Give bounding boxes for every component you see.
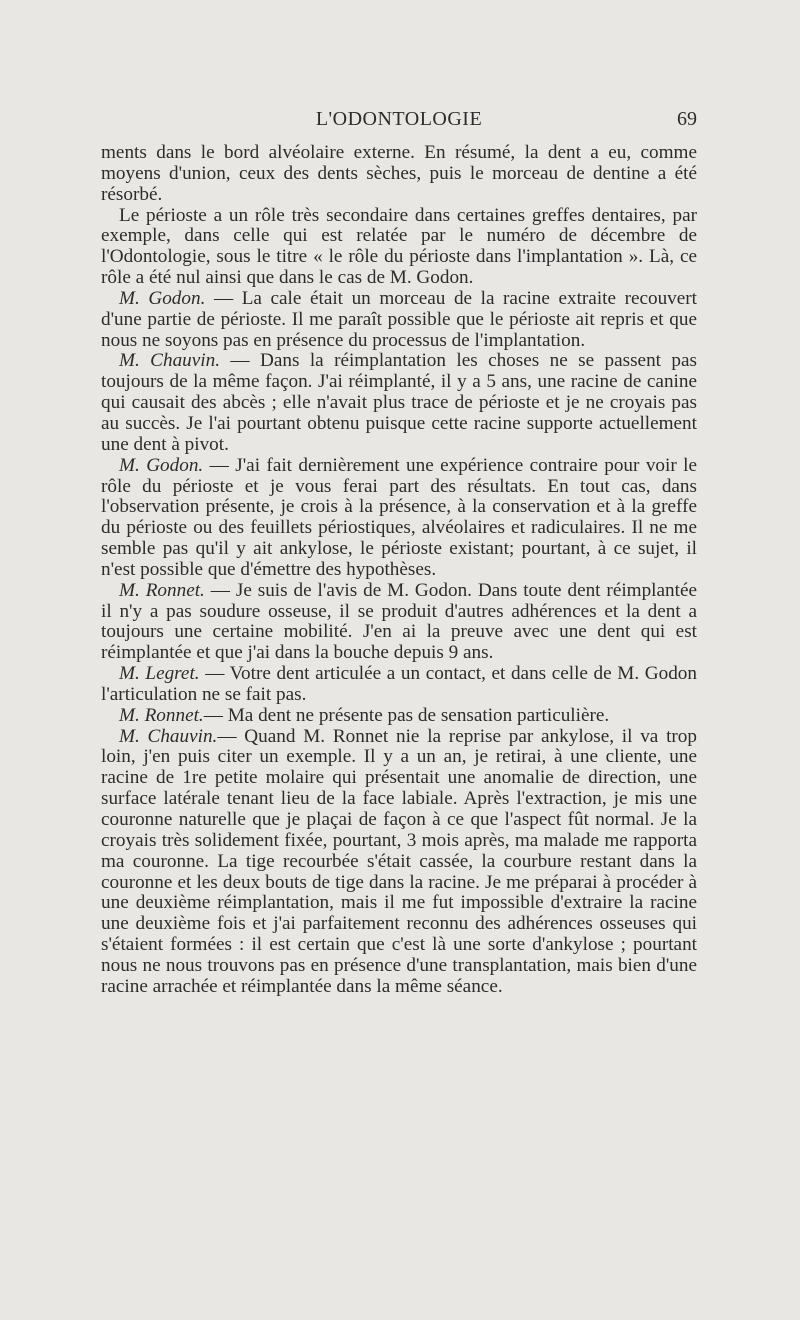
- speaker-name: M. Godon.: [119, 287, 206, 309]
- speaker-name: M. Ronnet.: [119, 579, 205, 601]
- paragraph-text: — Votre dent articulée a un contact, et dans celle de M. Godon l'articulation ne se fait pas.: [101, 663, 697, 705]
- paragraph: [101, 289, 697, 352]
- body-text: [101, 143, 697, 998]
- paragraph: [101, 351, 697, 455]
- paragraph: [101, 706, 697, 727]
- paragraph: [101, 456, 697, 581]
- speaker-name: M. Ronnet.: [119, 704, 204, 726]
- paragraph-text: — Ma dent ne présente pas de sensation particulière.: [203, 704, 610, 726]
- paragraph: [101, 664, 697, 706]
- paragraph-text: — Je suis de l'avis de M. Godon. Dans toute dent réimplantée il n'y a pas soudure osseuse, il se produit d'autres adhérences et la dent a toujours une certaine mobilité. J'en ai la preuve avec une dent qui est réimplantée et que j'ai dans la bouche depuis 9 ans.: [101, 579, 697, 664]
- paragraph: [101, 143, 697, 206]
- paragraph-text: — La cale était un morceau de la racine extraite recouvert d'une partie de périoste. Il me paraît possible que le périoste ait repris et que nous ne soyons pas en présence du processus de l'implantation.: [101, 287, 698, 351]
- speaker-name: M. Chauvin.: [119, 725, 218, 747]
- paragraph: [101, 727, 697, 998]
- speaker-name: M. Chauvin.: [119, 350, 220, 372]
- speaker-name: M. Legret.: [119, 663, 200, 685]
- paragraph-text: — Dans la réimplantation les choses ne se passent pas toujours de la même façon. J'ai réimplanté, il y a 5 ans, une racine de canine qui causait des abcès ; elle n'avait plus trace de périoste et je ne croyais pas au succès. Je l'ai pourtant obtenu puisque cette racine supporte actuellement une dent à pivot.: [101, 350, 697, 455]
- paragraph: [101, 581, 697, 664]
- page-header: [101, 108, 697, 138]
- page-number: 69: [677, 108, 697, 130]
- paragraph-text: — Quand M. Ronnet nie la reprise par ankylose, il va trop loin, j'en puis citer un exemple. Il y a un an, je retirai, à une cliente, une racine de 1re petite molaire qui présentait une anomalie de direction, une surface latérale tenant lieu de la face labiale. Après l'extraction, je mis une couronne naturelle que je plaçai de façon à ce que l'aspect fût normal. Je la croyais très solidement fixée, pourtant, 3 mois après, ma malade me rapporta ma couronne. La tige recourbée s'était cassée, la courbure restant dans la couronne et les deux bouts de tige dans la racine. Je me préparai à procéder à une deuxième réimplantation, mais il me fut impossible d'extraire la racine une deuxième fois et j'ai parfaitement reconnu des adhérences osseuses qui s'étaient formées : il est certain que c'est là une sorte d'ankylose ; pourtant nous ne nous trouvons pas en présence d'une transplantation, mais bien d'une racine arrachée et réimplantée dans la même séance.: [101, 725, 697, 997]
- speaker-name: M. Godon.: [119, 454, 204, 476]
- paragraph: [101, 206, 697, 289]
- paragraph-text: Le périoste a un rôle très secondaire dans certaines greffes dentaires, par exemple, dans celle qui est relatée par le numéro de décembre de l'Odontologie, sous le titre « le rôle du périoste dans l'implantation ». Là, ce rôle a été nul ainsi que dans le cas de M. Godon.: [101, 204, 697, 289]
- running-title: L'ODONTOLOGIE: [315, 108, 483, 130]
- paragraph-text: ments dans le bord alvéolaire externe. En résumé, la dent a eu, comme moyens d'union, ceux des dents sèches, puis le morceau de dentine a été résorbé.: [101, 142, 697, 205]
- paragraph-text: — J'ai fait dernièrement une expérience contraire pour voir le rôle du périoste et je vous ferai part des résultats. En tout cas, dans l'observation présente, je crois à la présence, à la conservation et à la greffe du périoste ou des feuillets périostiques, alvéolaires et radiculaires. Il ne me semble pas qu'il y ait ankylose, le périoste existant; pourtant, à ce sujet, il n'est possible que d'émettre des hypothèses.: [101, 454, 697, 580]
